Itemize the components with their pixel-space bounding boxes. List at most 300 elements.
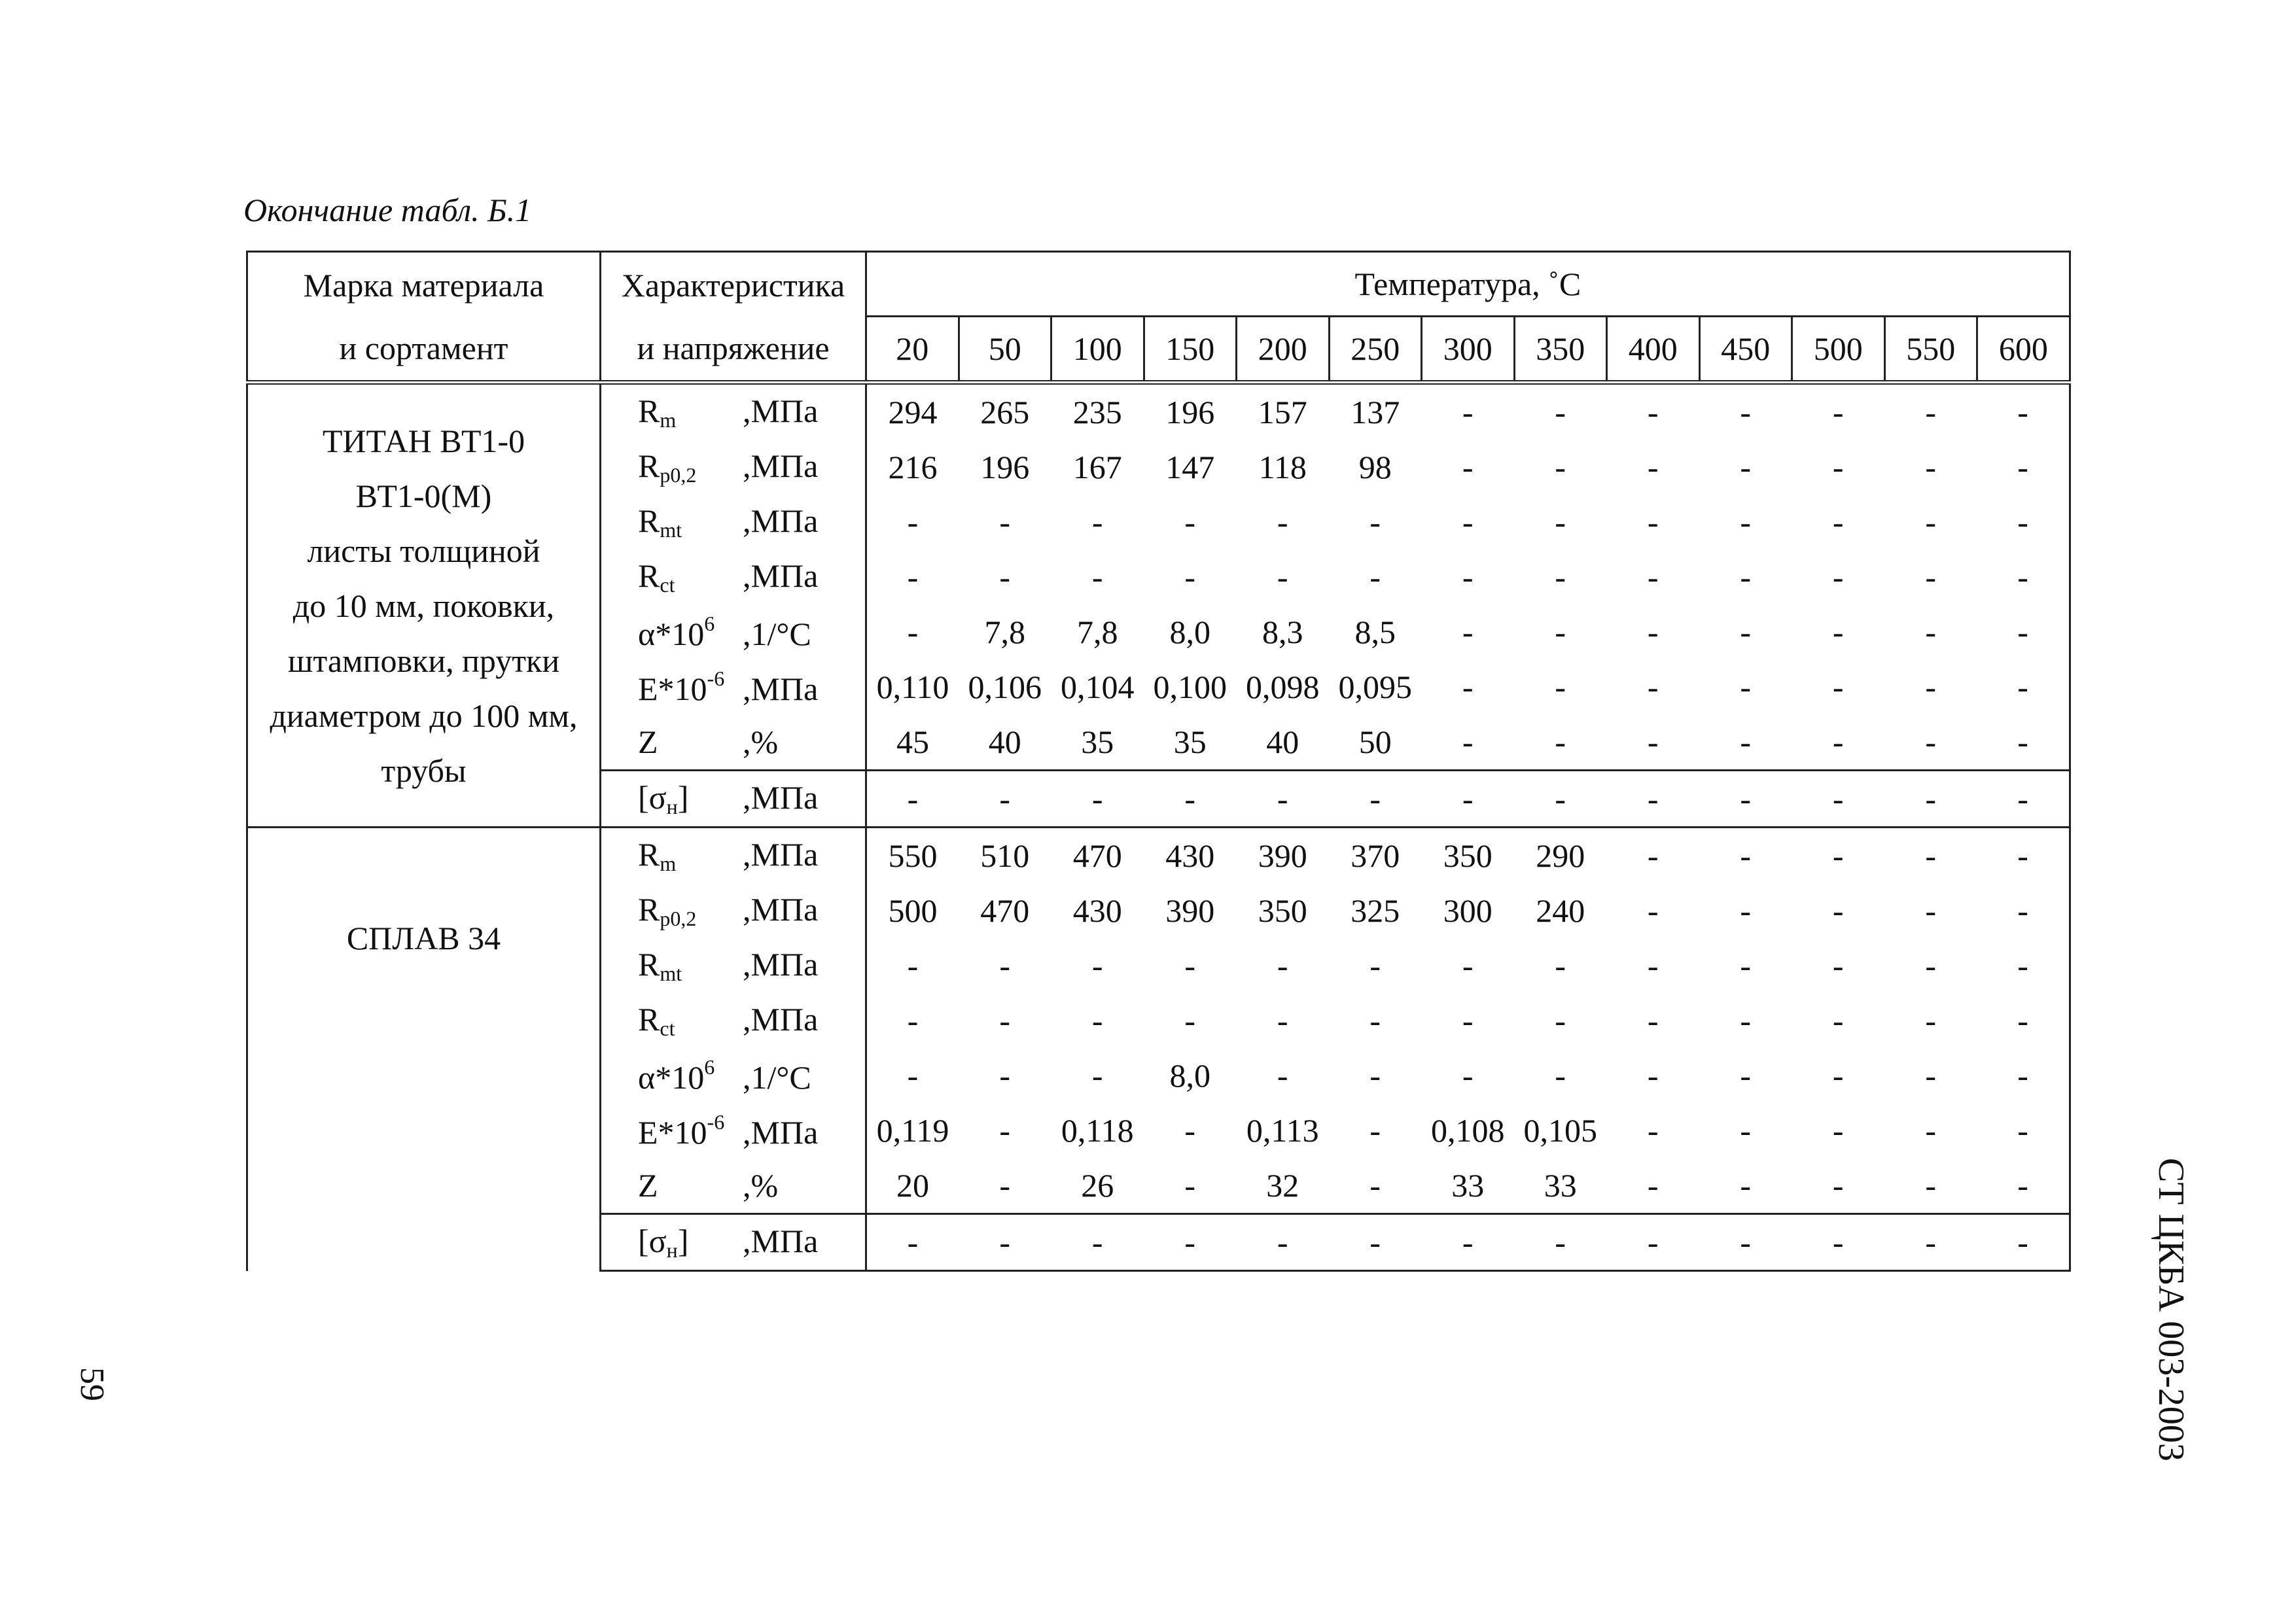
value-cell: - xyxy=(1925,1002,1937,1039)
header-char-line1: Характеристика xyxy=(621,266,845,304)
header-temperature: Температура, ˚С xyxy=(866,252,2070,317)
value-cell: - xyxy=(907,947,919,984)
value-cell: - xyxy=(1555,504,1566,540)
value-cell: - xyxy=(1925,892,1937,929)
characteristic-symbol xyxy=(638,392,743,432)
characteristic-symbol xyxy=(638,502,743,542)
value-cell: - xyxy=(1740,724,1752,760)
characteristic-symbol xyxy=(638,667,743,708)
symbol-base: Е*10 xyxy=(638,670,707,707)
symbol-base: R xyxy=(638,557,660,594)
value-cell: - xyxy=(1884,828,1977,884)
value-cell: 470 xyxy=(1051,828,1144,884)
value-cell: 50 xyxy=(1358,724,1392,760)
characteristic-unit: ,МПа xyxy=(743,891,819,928)
value-cell: - xyxy=(1977,883,2070,938)
header-char-line2: и напряжение xyxy=(637,329,830,366)
symbol-superscript: -6 xyxy=(707,666,725,690)
table-row xyxy=(247,383,2070,440)
symbol-subscript: н xyxy=(666,1238,678,1262)
symbol-subscript: н xyxy=(666,795,678,818)
value-cell: 0,095 xyxy=(1338,669,1412,705)
value-cell: - xyxy=(1740,1167,1752,1204)
value-cell: 45 xyxy=(896,724,929,760)
value-cell: 167 xyxy=(1072,449,1122,485)
symbol-base: R xyxy=(638,836,660,873)
value-cell: - xyxy=(1740,1002,1752,1039)
value-cell: 300 xyxy=(1443,892,1492,929)
value-cell: - xyxy=(1514,383,1607,440)
value-cell: - xyxy=(1977,1103,2070,1158)
value-cell: 216 xyxy=(888,449,938,485)
value-cell: 0,104 xyxy=(1061,669,1135,705)
characteristic-symbol xyxy=(638,1222,743,1263)
value-cell: - xyxy=(1555,449,1566,485)
characteristic-cell xyxy=(601,1158,866,1214)
value-cell: - xyxy=(1647,1167,1659,1204)
characteristic-symbol xyxy=(638,447,743,487)
value-cell: 35 xyxy=(1173,724,1207,760)
value-cell: - xyxy=(1832,1002,1844,1039)
value-cell: - xyxy=(1369,559,1381,595)
value-cell: - xyxy=(1051,1214,1144,1271)
value-cell: 470 xyxy=(980,892,1030,929)
value-cell: - xyxy=(1422,383,1515,440)
material-line: штамповки, прутки xyxy=(287,642,560,679)
value-cell: 137 xyxy=(1329,383,1422,440)
value-cell: - xyxy=(999,947,1011,984)
value-cell: - xyxy=(1832,892,1844,929)
value-cell: 8,0 xyxy=(1169,614,1210,650)
material-cell xyxy=(247,828,601,1271)
value-cell: - xyxy=(1184,504,1196,540)
symbol-base: Е*10 xyxy=(638,1113,707,1151)
material-line: до 10 мм, поковки, xyxy=(292,587,555,624)
temp-header-cell: 550 xyxy=(1884,317,1977,383)
value-cell: - xyxy=(907,1057,919,1094)
symbol-subscript: ct xyxy=(660,1017,675,1040)
characteristic-unit: ,% xyxy=(743,1167,779,1204)
symbol-base: α*10 xyxy=(638,615,705,652)
value-cell: - xyxy=(1699,383,1792,440)
value-cell: - xyxy=(1832,1112,1844,1149)
value-cell: - xyxy=(1925,724,1937,760)
symbol-subscript: m xyxy=(660,852,677,875)
value-cell: - xyxy=(1740,669,1752,705)
table-caption: Окончание табл. Б.1 xyxy=(243,192,532,228)
value-cell: - xyxy=(1925,1167,1937,1204)
characteristic-unit: ,МПа xyxy=(743,836,819,873)
characteristic-symbol xyxy=(638,778,743,819)
value-cell: 8,0 xyxy=(1169,1057,1210,1094)
value-cell: - xyxy=(1462,559,1474,595)
value-cell: - xyxy=(1977,1048,2070,1103)
value-cell: 20 xyxy=(896,1167,929,1204)
value-cell: - xyxy=(1277,1002,1288,1039)
value-cell: - xyxy=(1369,1002,1381,1039)
value-cell: - xyxy=(907,559,919,595)
characteristic-cell xyxy=(601,440,866,495)
temp-header-cell: 500 xyxy=(1792,317,1885,383)
value-cell: - xyxy=(1740,449,1752,485)
value-cell: 0,113 xyxy=(1246,1112,1319,1149)
value-cell: - xyxy=(1555,1057,1566,1094)
value-cell: 350 xyxy=(1258,892,1307,929)
page-number: 59 xyxy=(73,1367,111,1401)
characteristic-unit: ,% xyxy=(743,724,779,760)
characteristic-cell xyxy=(601,883,866,938)
value-cell: 157 xyxy=(1237,383,1330,440)
value-cell: - xyxy=(1369,947,1381,984)
value-cell: 32 xyxy=(1266,1167,1299,1204)
characteristic-unit: ,МПа xyxy=(743,1001,819,1038)
temp-header-cell: 100 xyxy=(1051,317,1144,383)
value-cell: - xyxy=(1144,1214,1237,1271)
value-cell: - xyxy=(1977,828,2070,884)
value-cell: - xyxy=(1647,669,1659,705)
material-line: ВТ1-0(М) xyxy=(355,477,492,514)
characteristic-cell xyxy=(601,383,866,440)
characteristic-cell xyxy=(601,1103,866,1158)
characteristic-symbol xyxy=(638,945,743,986)
characteristic-cell xyxy=(601,604,866,659)
value-cell: 0,118 xyxy=(1061,1112,1134,1149)
symbol-base: R xyxy=(638,891,660,928)
value-cell: - xyxy=(1555,559,1566,595)
value-cell: 196 xyxy=(980,449,1030,485)
value-cell: 510 xyxy=(959,828,1051,884)
value-cell: - xyxy=(1884,771,1977,828)
temp-header-cell: 450 xyxy=(1699,317,1792,383)
symbol-base: [σ xyxy=(638,1223,667,1259)
value-cell: - xyxy=(1792,383,1885,440)
value-cell: - xyxy=(1184,947,1196,984)
value-cell: - xyxy=(1792,771,1885,828)
value-cell: 33 xyxy=(1544,1167,1577,1204)
value-cell: - xyxy=(1647,504,1659,540)
value-cell: - xyxy=(1977,440,2070,495)
characteristic-unit: ,1/°С xyxy=(743,615,811,652)
symbol-subscript: mt xyxy=(660,962,682,985)
characteristic-unit: ,МПа xyxy=(743,393,819,429)
value-cell: - xyxy=(1184,1112,1196,1149)
value-cell: - xyxy=(1977,604,2070,659)
symbol-subscript: mt xyxy=(660,518,682,542)
value-cell: 7,8 xyxy=(984,614,1025,650)
value-cell: - xyxy=(866,771,959,828)
symbol-superscript: 6 xyxy=(704,1055,715,1079)
value-cell: 0,106 xyxy=(968,669,1042,705)
value-cell: - xyxy=(1925,1112,1937,1149)
value-cell: 0,108 xyxy=(1431,1112,1505,1149)
material-line: ТИТАН ВТ1-0 xyxy=(322,422,525,459)
value-cell: 500 xyxy=(888,892,938,929)
value-cell: - xyxy=(959,1214,1051,1271)
material-line: СПЛАВ 34 xyxy=(346,920,501,956)
value-cell: - xyxy=(999,559,1011,595)
characteristic-symbol xyxy=(638,723,743,761)
temp-header-cell: 350 xyxy=(1514,317,1607,383)
temp-header-cell: 20 xyxy=(866,317,959,383)
value-cell: 7,8 xyxy=(1077,614,1118,650)
value-cell: 370 xyxy=(1329,828,1422,884)
value-cell: - xyxy=(1832,1057,1844,1094)
value-cell: - xyxy=(1607,1214,1700,1271)
value-cell: - xyxy=(1792,1214,1885,1271)
value-cell: - xyxy=(1832,724,1844,760)
value-cell: - xyxy=(1977,714,2070,771)
value-cell: - xyxy=(1329,1214,1422,1271)
value-cell: - xyxy=(1977,1158,2070,1214)
characteristic-symbol xyxy=(638,1000,743,1041)
value-cell: - xyxy=(999,1112,1011,1149)
temp-header-cell: 400 xyxy=(1607,317,1700,383)
value-cell: 390 xyxy=(1165,892,1215,929)
value-cell: - xyxy=(1977,659,2070,714)
value-cell: - xyxy=(1422,1214,1515,1271)
characteristic-symbol xyxy=(638,835,743,876)
value-cell: - xyxy=(1237,1214,1330,1271)
header-material-line2: и сортамент xyxy=(339,329,508,366)
temp-header-cell: 200 xyxy=(1237,317,1330,383)
value-cell: - xyxy=(959,771,1051,828)
material-line: диаметром до 100 мм, xyxy=(270,697,578,734)
value-cell: 40 xyxy=(988,724,1021,760)
value-cell: - xyxy=(1977,771,2070,828)
characteristic-cell xyxy=(601,714,866,771)
value-cell: - xyxy=(1832,1167,1844,1204)
value-cell: - xyxy=(1091,559,1103,595)
symbol-base: R xyxy=(638,946,660,983)
value-cell: - xyxy=(1369,504,1381,540)
value-cell: - xyxy=(1091,1002,1103,1039)
value-cell: 40 xyxy=(1266,724,1299,760)
characteristic-cell xyxy=(601,828,866,884)
value-cell: - xyxy=(1462,1057,1474,1094)
symbol-base: R xyxy=(638,1001,660,1038)
value-cell: - xyxy=(1647,892,1659,929)
value-cell: - xyxy=(1647,724,1659,760)
temp-header-cell: 600 xyxy=(1977,317,2070,383)
value-cell: 98 xyxy=(1358,449,1392,485)
symbol-subscript: m xyxy=(660,408,677,432)
value-cell: - xyxy=(1977,938,2070,993)
value-cell: 550 xyxy=(866,828,959,884)
value-cell: - xyxy=(1555,614,1566,650)
symbol-tail: ] xyxy=(677,1223,689,1259)
value-cell: - xyxy=(1514,1214,1607,1271)
value-cell: - xyxy=(999,1002,1011,1039)
header-material-line1: Марка материала xyxy=(303,266,544,304)
value-cell: - xyxy=(1740,559,1752,595)
value-cell: - xyxy=(1925,504,1937,540)
characteristic-unit: ,МПа xyxy=(743,502,819,539)
value-cell: - xyxy=(1647,1057,1659,1094)
value-cell: 235 xyxy=(1051,383,1144,440)
value-cell: - xyxy=(1184,1167,1196,1204)
symbol-subscript: p0,2 xyxy=(660,463,697,487)
value-cell: 0,100 xyxy=(1153,669,1227,705)
characteristic-cell xyxy=(601,993,866,1048)
value-cell: 390 xyxy=(1237,828,1330,884)
characteristic-unit: ,1/°С xyxy=(743,1058,811,1096)
temp-header-cell: 50 xyxy=(959,317,1051,383)
value-cell: - xyxy=(1977,495,2070,550)
temp-header-cell: 150 xyxy=(1144,317,1237,383)
value-cell: - xyxy=(1792,828,1885,884)
characteristic-unit: ,МПа xyxy=(743,946,819,983)
value-cell: - xyxy=(1740,614,1752,650)
value-cell: 325 xyxy=(1351,892,1400,929)
value-cell: - xyxy=(1462,724,1474,760)
value-cell: 33 xyxy=(1451,1167,1485,1204)
value-cell: 430 xyxy=(1144,828,1237,884)
document-id: СТ ЦКБА 003-2003 xyxy=(2151,1158,2191,1461)
value-cell: - xyxy=(1462,1002,1474,1039)
symbol-tail: ] xyxy=(677,779,689,816)
value-cell: - xyxy=(1647,1112,1659,1149)
value-cell: - xyxy=(1832,559,1844,595)
value-cell: - xyxy=(1925,559,1937,595)
symbol-base: R xyxy=(638,502,660,539)
value-cell: 118 xyxy=(1258,449,1307,485)
value-cell: - xyxy=(1462,614,1474,650)
properties-table xyxy=(246,251,2071,1272)
value-cell: - xyxy=(1277,559,1288,595)
value-cell: - xyxy=(1091,1057,1103,1094)
characteristic-symbol xyxy=(638,612,743,653)
value-cell: - xyxy=(999,1057,1011,1094)
header-characteristic xyxy=(601,252,866,383)
value-cell: - xyxy=(1925,947,1937,984)
value-cell: - xyxy=(1555,669,1566,705)
value-cell: - xyxy=(1647,614,1659,650)
value-cell: - xyxy=(1740,947,1752,984)
characteristic-unit: ,МПа xyxy=(743,1113,819,1151)
value-cell: - xyxy=(1607,383,1700,440)
value-cell: 147 xyxy=(1165,449,1215,485)
value-cell: - xyxy=(1740,1057,1752,1094)
characteristic-symbol xyxy=(638,557,743,597)
value-cell: - xyxy=(1607,828,1700,884)
value-cell: - xyxy=(1699,771,1792,828)
value-cell: - xyxy=(999,504,1011,540)
value-cell: - xyxy=(1555,1002,1566,1039)
characteristic-symbol xyxy=(638,1055,743,1096)
temp-header-cell: 300 xyxy=(1422,317,1515,383)
value-cell: 35 xyxy=(1081,724,1114,760)
characteristic-symbol xyxy=(638,1166,743,1204)
value-cell: - xyxy=(1607,771,1700,828)
value-cell: - xyxy=(1277,504,1288,540)
value-cell: - xyxy=(1925,449,1937,485)
value-cell: - xyxy=(866,1214,959,1271)
value-cell: 0,119 xyxy=(876,1112,949,1149)
value-cell: - xyxy=(1277,947,1288,984)
value-cell: - xyxy=(907,614,919,650)
value-cell: 8,3 xyxy=(1262,614,1303,650)
symbol-base: α*10 xyxy=(638,1058,705,1096)
symbol-base: Z xyxy=(638,724,658,760)
value-cell: - xyxy=(1740,892,1752,929)
value-cell: 294 xyxy=(866,383,959,440)
value-cell: - xyxy=(1832,449,1844,485)
value-cell: 0,098 xyxy=(1246,669,1320,705)
value-cell: - xyxy=(1555,947,1566,984)
value-cell: - xyxy=(1514,771,1607,828)
value-cell: - xyxy=(1462,669,1474,705)
value-cell: - xyxy=(1740,504,1752,540)
characteristic-cell xyxy=(601,938,866,993)
characteristic-symbol xyxy=(638,1110,743,1151)
value-cell: - xyxy=(1237,771,1330,828)
characteristic-unit: ,МПа xyxy=(743,1223,819,1259)
value-cell: - xyxy=(1184,559,1196,595)
temp-header-cell: 250 xyxy=(1329,317,1422,383)
value-cell: - xyxy=(1832,504,1844,540)
value-cell: - xyxy=(1977,550,2070,604)
symbol-superscript: -6 xyxy=(707,1109,725,1134)
value-cell: 430 xyxy=(1072,892,1122,929)
symbol-base: Z xyxy=(638,1167,658,1204)
characteristic-symbol xyxy=(638,890,743,931)
value-cell: - xyxy=(1647,559,1659,595)
symbol-superscript: 6 xyxy=(704,611,715,635)
value-cell: - xyxy=(1091,504,1103,540)
value-cell: - xyxy=(999,1167,1011,1204)
value-cell: 196 xyxy=(1144,383,1237,440)
value-cell: - xyxy=(1369,1057,1381,1094)
value-cell: - xyxy=(1144,771,1237,828)
value-cell: - xyxy=(1699,828,1792,884)
value-cell: - xyxy=(1051,771,1144,828)
characteristic-unit: ,МПа xyxy=(743,670,819,707)
value-cell: - xyxy=(1884,383,1977,440)
characteristic-cell xyxy=(601,1048,866,1103)
value-cell: - xyxy=(1740,1112,1752,1149)
header-material xyxy=(247,252,601,383)
value-cell: - xyxy=(1884,1214,1977,1271)
value-cell: - xyxy=(1369,1112,1381,1149)
symbol-base: R xyxy=(638,447,660,484)
value-cell: - xyxy=(1091,947,1103,984)
characteristic-cell xyxy=(601,550,866,604)
value-cell: - xyxy=(1462,449,1474,485)
value-cell: - xyxy=(907,1002,919,1039)
value-cell: 350 xyxy=(1422,828,1515,884)
value-cell: - xyxy=(1555,724,1566,760)
value-cell: - xyxy=(1925,669,1937,705)
characteristic-cell xyxy=(601,495,866,550)
value-cell: - xyxy=(1977,383,2070,440)
value-cell: - xyxy=(1925,614,1937,650)
symbol-base: [σ xyxy=(638,779,667,816)
value-cell: 290 xyxy=(1514,828,1607,884)
value-cell: - xyxy=(1184,1002,1196,1039)
value-cell: 265 xyxy=(959,383,1051,440)
value-cell: - xyxy=(1832,947,1844,984)
value-cell: - xyxy=(1647,449,1659,485)
characteristic-cell xyxy=(601,659,866,714)
value-cell: 26 xyxy=(1081,1167,1114,1204)
value-cell: - xyxy=(1462,504,1474,540)
symbol-subscript: p0,2 xyxy=(660,907,697,930)
value-cell: 0,105 xyxy=(1523,1112,1597,1149)
characteristic-cell xyxy=(601,771,866,828)
value-cell: - xyxy=(1977,1214,2070,1271)
value-cell: - xyxy=(1647,947,1659,984)
value-cell: - xyxy=(1277,1057,1288,1094)
